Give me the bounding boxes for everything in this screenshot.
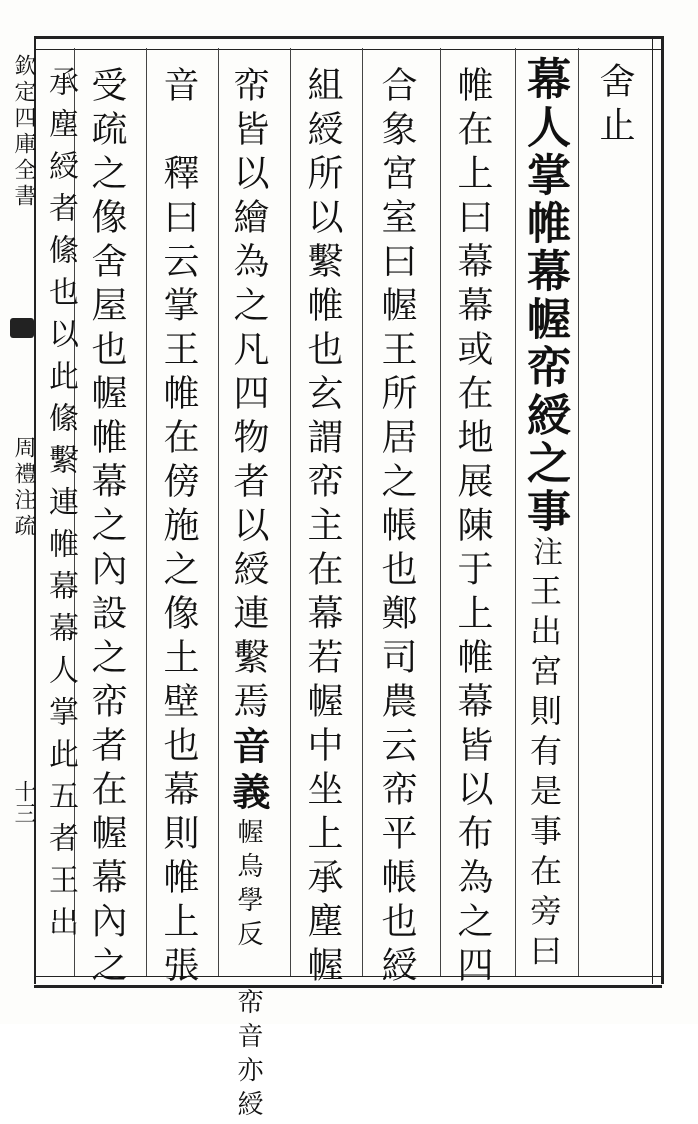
text-column-7: 音 釋曰云掌王帷在傍施之像土壁也幕則帷上張 <box>158 66 199 990</box>
column-divider <box>578 48 579 976</box>
heading-text: 幕人掌帷幕幄帟綬之事 <box>519 56 570 536</box>
text-column-3: 帷在上曰幕幕或在地展陳于上帷幕皆以布為之四 <box>452 66 493 990</box>
column-divider <box>218 48 219 976</box>
spine-top-text: 欽定四庫全書 <box>11 54 36 210</box>
commentary-text: 帟皆以繪為之凡四物者以綬連繫焉 <box>228 66 269 726</box>
column-divider <box>440 48 441 976</box>
text-column-4: 合象宮室曰幄王所居之帳也鄭司農云帟平帳也綬 <box>376 66 417 990</box>
text-column-9: 承塵綬者絛也以此絛繫連帷幕幕人掌此五者王出 <box>43 66 78 948</box>
spine-bottom-text: 周禮注疏 <box>11 436 36 540</box>
page-number: 十三 <box>11 780 36 824</box>
yinyi-note: 幄烏學反 帟音亦綬 <box>233 818 263 1124</box>
text-column-5: 組綬所以繫帷也玄謂帟主在幕若幄中坐上承塵幄 <box>302 66 343 990</box>
column-divider <box>146 48 147 976</box>
frame-bottom-border <box>34 976 662 988</box>
commentary-text: 王出宮則有是事在旁曰 <box>525 574 563 974</box>
text-column-8: 受疏之像舍屋也幄帷幕之內設之帟者在幄幕內之 <box>86 66 127 990</box>
column-divider <box>515 48 516 976</box>
yinyi-marker: 音義 <box>226 726 271 818</box>
text-column-1: 舍止 <box>594 62 635 150</box>
text-column-6 <box>226 66 271 1124</box>
annotation-marker: 注 <box>527 536 562 574</box>
column-divider <box>362 48 363 976</box>
text-column-2 <box>519 56 570 974</box>
fish-tail-mark <box>10 318 34 338</box>
frame-top-border <box>34 36 662 50</box>
column-divider <box>290 48 291 976</box>
book-spine <box>6 50 36 980</box>
frame-right-border <box>652 36 664 984</box>
